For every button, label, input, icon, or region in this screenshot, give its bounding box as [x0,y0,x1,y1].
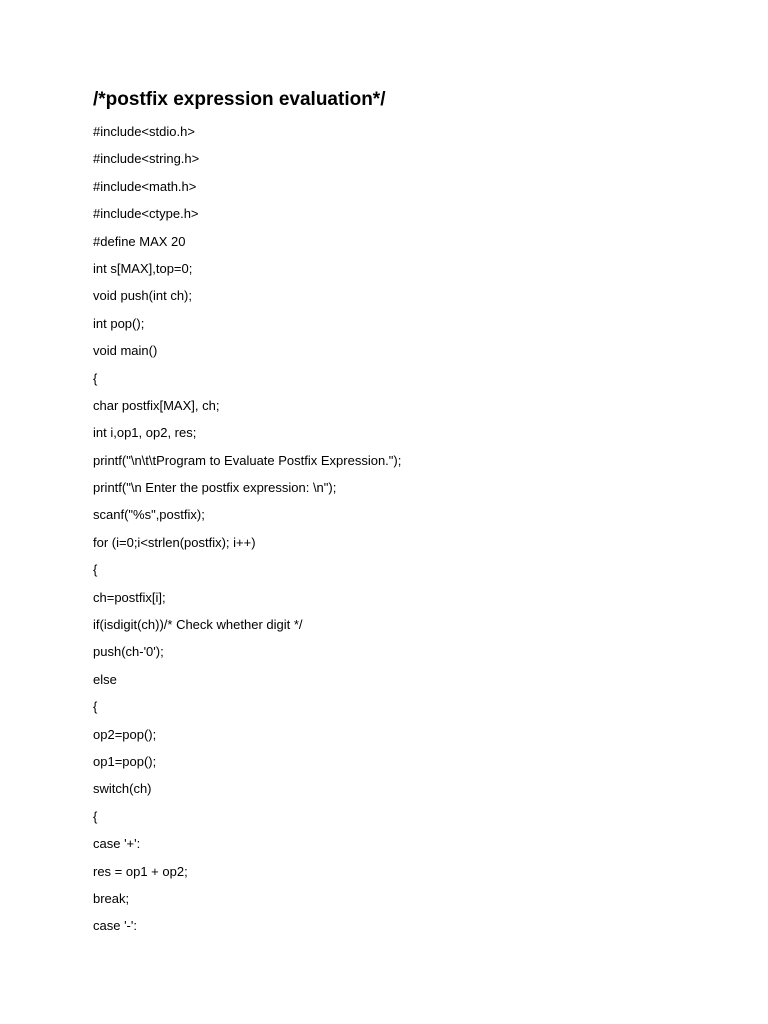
code-line: op1=pop(); [93,753,157,769]
code-line: int i,op1, op2, res; [93,425,197,441]
code-line: scanf("%s",postfix); [93,507,205,523]
code-line: void main() [93,343,158,359]
code-line: #include<ctype.h> [93,206,199,222]
code-line: res = op1 + op2; [93,863,188,879]
code-line: { [93,699,98,715]
code-line: #define MAX 20 [93,233,186,249]
code-line: void push(int ch); [93,288,192,304]
code-line: switch(ch) [93,781,152,797]
code-line: { [93,370,98,386]
code-line: if(isdigit(ch))/* Check whether digit */ [93,617,303,633]
code-line: push(ch-'0'); [93,644,164,660]
code-line: { [93,808,98,824]
code-line: for (i=0;i<strlen(postfix); i++) [93,534,256,550]
code-line: printf("\n\t\tProgram to Evaluate Postfix Expression."); [93,452,402,468]
code-line: #include<stdio.h> [93,124,195,139]
code-line: char postfix[MAX], ch; [93,397,220,413]
code-line: int s[MAX],top=0; [93,260,193,276]
code-line: ch=postfix[i]; [93,589,166,605]
code-line: case '+': [93,836,141,852]
code-line: #include<math.h> [93,178,197,194]
code-listing [93,118,401,940]
document-title: /*postfix expression evaluation*/ [93,89,386,110]
code-line: op2=pop(); [93,726,157,742]
code-line: { [93,562,98,578]
code-line: int pop(); [93,315,145,331]
code-line: break; [93,890,130,906]
code-line: else [93,671,117,687]
code-line: printf("\n Enter the postfix expression: \n"); [93,480,337,496]
code-line: case '-': [93,918,137,934]
code-line: #include<string.h> [93,151,200,167]
